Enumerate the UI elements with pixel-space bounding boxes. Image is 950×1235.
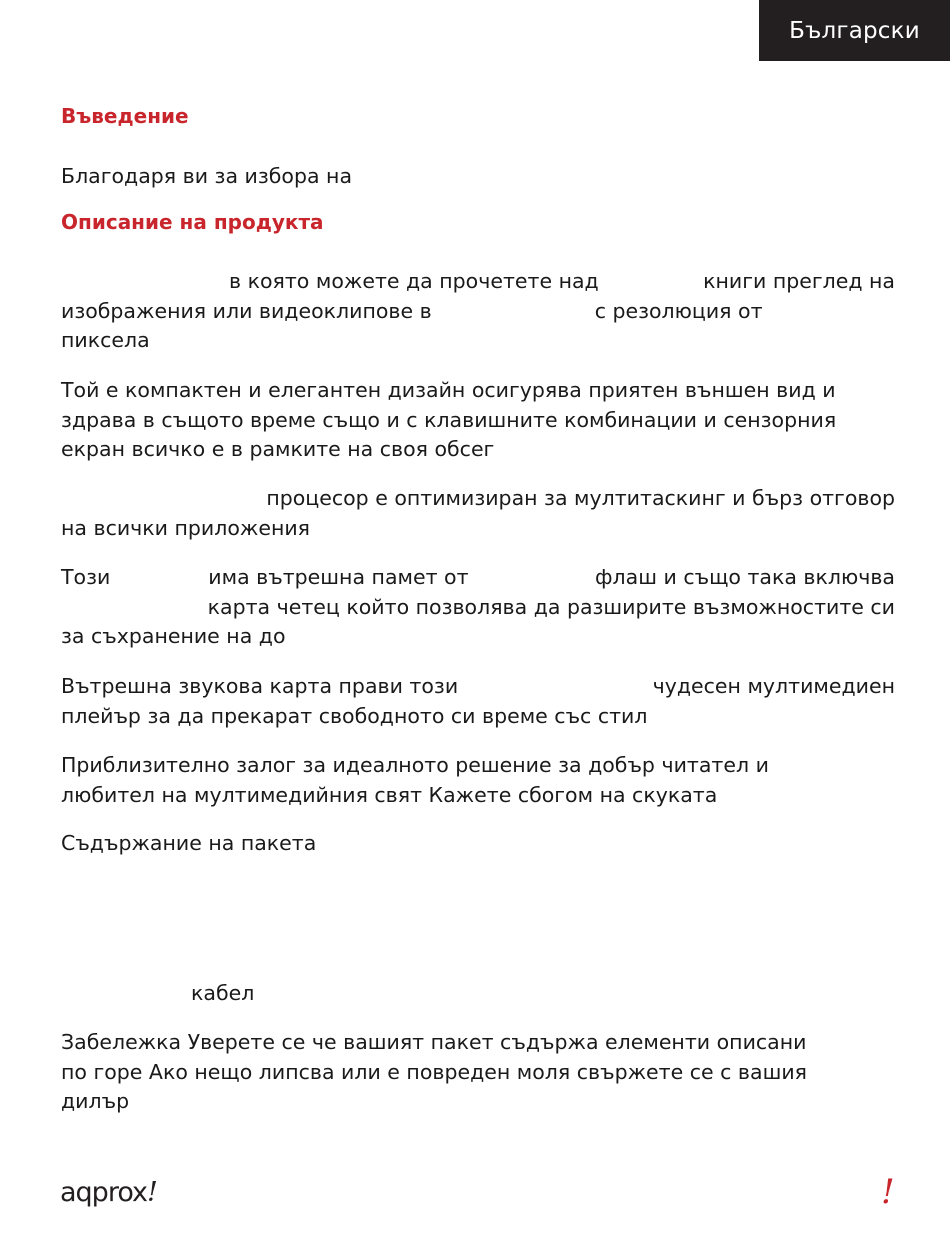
text-line: Забележка Уверете се че вашият пакет съдържа елементи описани [61,1030,807,1054]
package-item-cable: кабел [191,981,255,1005]
logo-text: aqprox [60,1177,147,1208]
text-line: любител на мултимедийния свят Кажете сбогом на скуката [61,782,718,807]
text-line: за съхранение на до [61,624,286,648]
paragraph-2 [61,376,895,465]
text-fragment: Този [61,565,111,589]
paragraph-6 [61,751,895,810]
text-fragment: изображения или видеоклипове в [61,298,432,323]
paragraph-1 [61,267,895,356]
note-paragraph [61,1028,895,1117]
text-line: екран всичко е в рамките на своя обсег [61,437,495,461]
package-heading: Съдържание на пакета [61,831,317,855]
aqprox-logo [60,1177,157,1208]
text-line: по горе Ако нещо липсва или е повреден моля свържете се с вашия [61,1059,807,1084]
text-fragment: пиксела [61,328,150,352]
paragraph-4 [61,563,895,652]
text-fragment: Вътрешна звукова карта прави този [61,674,459,698]
description-heading: Описание на продукта [61,210,324,234]
text-line: на всички приложения [61,515,311,540]
page-mark-icon: ! [881,1172,895,1212]
text-fragment: книги преглед на [703,269,895,293]
text-fragment: чудесен мултимедиен [652,674,895,698]
language-tab: Български [759,0,950,61]
text-fragment: има вътрешна памет от [208,565,469,589]
text-line: Приблизително залог за идеалното решение за добър читател и [61,753,769,777]
text-line: процесор е оптимизиран за мултитаскинг и бърз отговор [266,486,895,510]
text-fragment: с резолюция от [594,298,763,323]
paragraph-5 [61,672,895,731]
text-line: Той е компактен и елегантен дизайн осигурява приятен външен вид и [61,378,836,402]
intro-heading: Въведение [61,104,189,128]
text-line: здрава в същото време също и с клавишните комбинации и сензорния [61,407,837,432]
paragraph-3 [61,484,895,543]
intro-text: Благодаря ви за избора на [61,164,353,188]
text-fragment: флаш и също така включва [595,565,895,589]
text-fragment: в която можете да прочетете над [229,269,599,293]
text-line: дилър [61,1089,130,1113]
logo-mark: ! [147,1177,157,1208]
text-line: плейър за да прекарат свободното си време със стил [61,703,648,728]
text-line: карта четец който позволява да разширите възможностите си [207,594,895,619]
